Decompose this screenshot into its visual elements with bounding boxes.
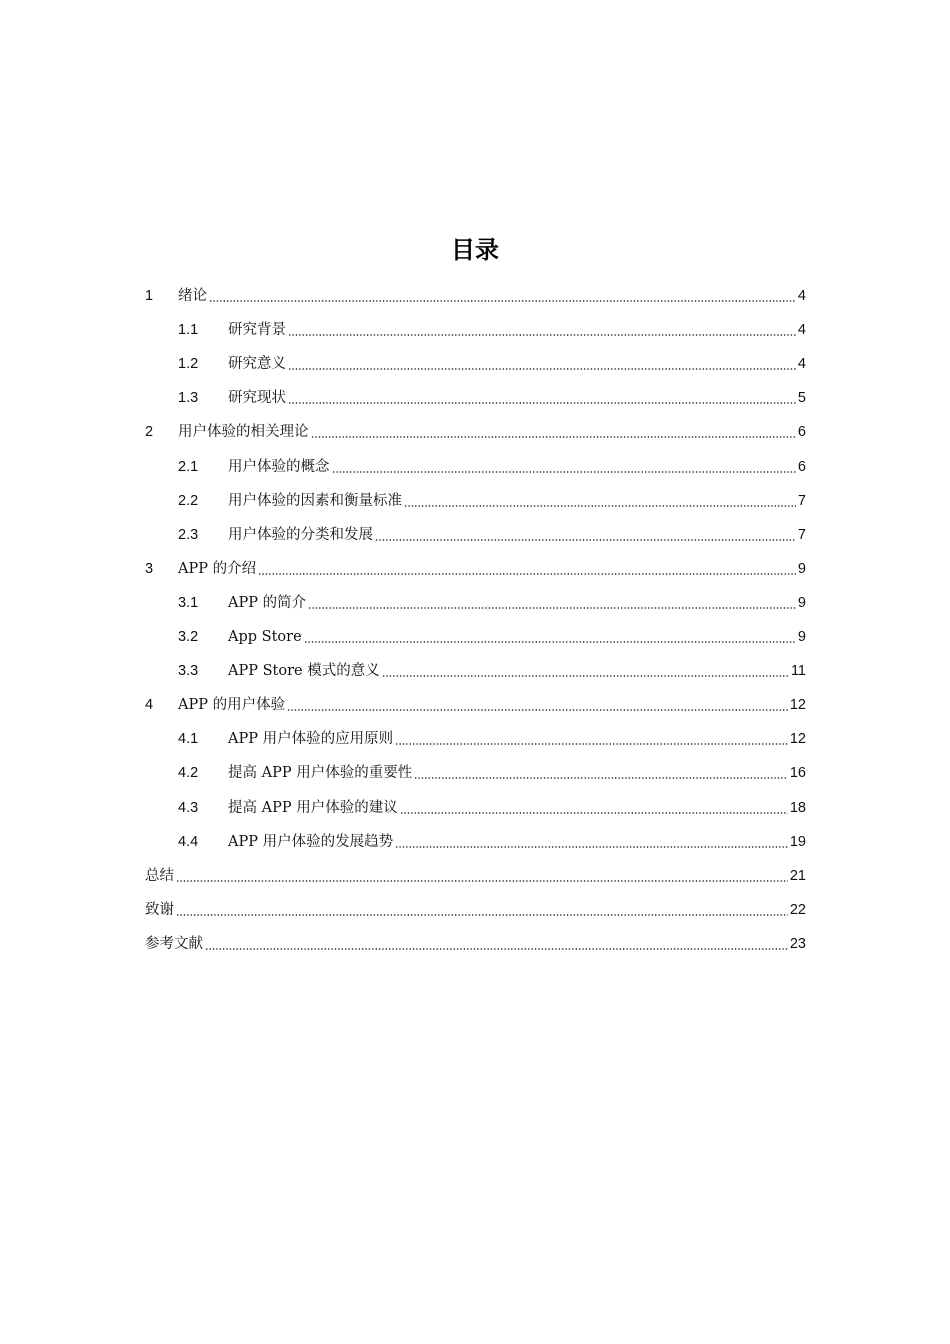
toc-entry-page: 23 [789,935,806,952]
dot-leader [332,471,796,473]
toc-entry-3[interactable] [145,543,806,577]
toc-entry-references[interactable] [145,918,806,952]
toc-entry-page: 19 [789,833,806,850]
dot-leader [311,436,796,438]
toc-entry-number: 3 [145,560,154,577]
toc-entry-number: 1.2 [178,356,199,373]
toc-entry-label: 用户体验的因素和衡量标准 [228,492,402,509]
dot-leader [288,402,796,404]
toc-entry-label: 绪论 [178,288,207,305]
toc-entry-page: 9 [797,594,806,611]
toc-entry-page: 7 [797,492,806,509]
dot-leader [395,846,788,848]
toc-entry-label: APP Store 模式的意义 [228,663,380,680]
dot-leader [375,539,796,541]
toc-entry-summary[interactable] [145,850,806,884]
toc-entry-number: 2 [145,424,154,441]
dot-leader [400,812,788,814]
toc-entry-label: 参考文献 [145,935,203,952]
toc-entry-page: 6 [797,424,806,441]
toc-entry-number: 2.2 [178,492,199,509]
toc-entry-page: 18 [789,799,806,816]
toc-entry-number: 3.2 [178,629,199,646]
toc-entry-2[interactable] [145,406,806,440]
dot-leader [382,675,789,677]
toc-entry-1-1[interactable] [145,304,806,338]
dot-leader [176,914,788,916]
toc-entry-number: 2.1 [178,458,199,475]
dot-leader [176,880,788,882]
toc-entry-page: 5 [797,390,806,407]
toc-entry-number: 4.1 [178,731,199,748]
toc-entry-3-3[interactable] [145,645,806,679]
toc-entry-4-4[interactable] [145,816,806,850]
toc-entry-3-1[interactable] [145,577,806,611]
toc-entry-2-3[interactable] [145,509,806,543]
toc-entry-1[interactable] [145,270,806,304]
toc-entry-label: 提高 APP 用户体验的重要性 [228,765,413,782]
toc-entry-2-1[interactable] [145,440,806,474]
toc-entry-page: 7 [797,526,806,543]
toc-entry-label: 致谢 [145,901,174,918]
dot-leader [395,743,788,745]
toc-entry-page: 4 [797,356,806,373]
toc-entry-page: 12 [789,731,806,748]
toc-entry-page: 9 [797,629,806,646]
toc-entry-page: 11 [790,663,806,680]
toc-entry-label: 用户体验的概念 [228,458,330,475]
toc-entry-number: 4.4 [178,833,199,850]
toc-entry-acknowledgements[interactable] [145,884,806,918]
toc-entry-number: 1 [145,288,154,305]
toc-entry-4-1[interactable] [145,713,806,747]
dot-leader [258,573,796,575]
toc-entry-page: 4 [797,322,806,339]
toc-entry-label: 用户体验的分类和发展 [228,526,373,543]
dot-leader [404,505,796,507]
toc-entry-label: APP 的简介 [228,594,307,611]
toc-entry-label: 提高 APP 用户体验的建议 [228,799,398,816]
toc-entry-number: 1.3 [178,390,199,407]
toc-entry-page: 4 [797,288,806,305]
toc-entry-number: 3.1 [178,594,199,611]
toc-entry-number: 1.1 [178,322,199,339]
table-of-contents [145,270,806,952]
dot-leader [414,777,788,779]
toc-entry-label: 研究意义 [228,356,286,373]
toc-entry-page: 12 [789,697,806,714]
toc-entry-page: 21 [789,867,806,884]
toc-entry-1-2[interactable] [145,338,806,372]
dot-leader [287,709,788,711]
toc-entry-4-3[interactable] [145,781,806,815]
dot-leader [288,368,796,370]
toc-entry-label: APP 的介绍 [178,560,257,577]
toc-entry-page: 16 [789,765,806,782]
toc-entry-label: APP 用户体验的应用原则 [228,731,394,748]
toc-entry-page: 9 [797,560,806,577]
toc-entry-number: 4 [145,697,154,714]
toc-entry-4-2[interactable] [145,747,806,781]
toc-entry-page: 22 [789,901,806,918]
toc-entry-label: APP 的用户体验 [178,697,286,714]
toc-entry-label: 用户体验的相关理论 [178,424,309,441]
toc-entry-4[interactable] [145,679,806,713]
toc-entry-number: 2.3 [178,526,199,543]
toc-entry-number: 3.3 [178,663,199,680]
toc-entry-number: 4.3 [178,799,199,816]
toc-entry-label: 总结 [145,867,174,884]
toc-title: 目录 [451,236,499,264]
toc-entry-2-2[interactable] [145,475,806,509]
toc-entry-number: 4.2 [178,765,199,782]
dot-leader [308,607,796,609]
toc-entry-page: 6 [797,458,806,475]
dot-leader [288,334,796,336]
toc-entry-1-3[interactable] [145,372,806,406]
dot-leader [205,948,788,950]
dot-leader [209,300,796,302]
toc-entry-label: 研究背景 [228,322,286,339]
toc-entry-label: App Store [228,629,302,646]
toc-entry-3-2[interactable] [145,611,806,645]
toc-entry-label: 研究现状 [228,390,286,407]
dot-leader [304,641,796,643]
toc-entry-label: APP 用户体验的发展趋势 [228,833,394,850]
